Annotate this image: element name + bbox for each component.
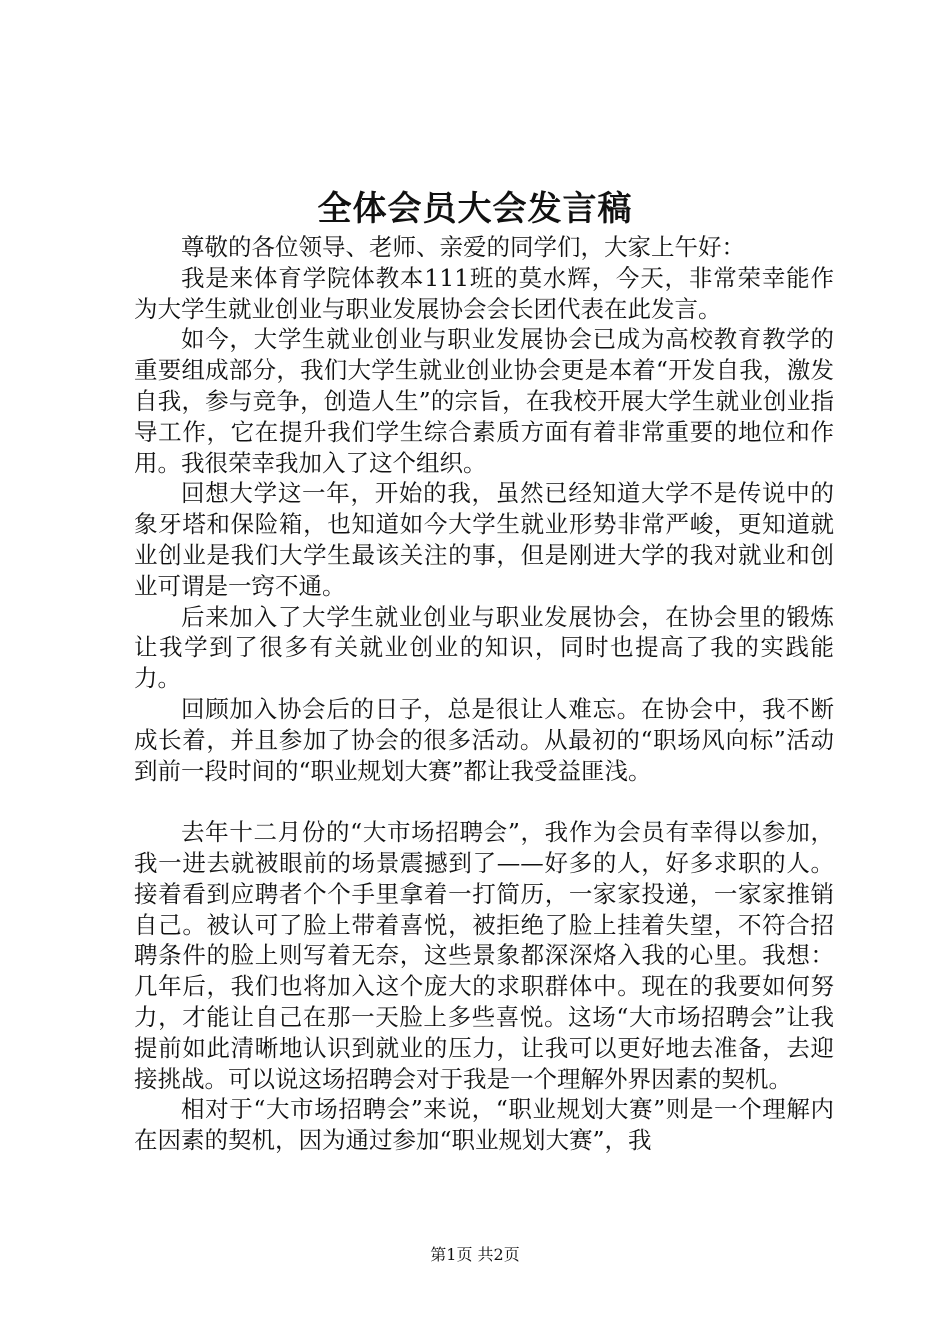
paragraph-career-contest: 相对于“大市场招聘会”来说，“职业规划大赛”则是一个理解内在因素的契机，因为通过参加“职业规划大赛”，我 bbox=[134, 1095, 834, 1155]
paragraph-job-fair: 去年十二月份的“大市场招聘会”，我作为会员有幸得以参加，我一进去就被眼前的场景震撼到了——好多的人，好多求职的人。接着看到应聘者个个手里拿着一打简历，一家家投递，一家家推销自己。被认可了脸上带着喜悦，被拒绝了脸上挂着失望，不符合招聘条件的脸上则写着无奈，这些景象都深深烙入我的心里。我想：几年后，我们也将加入这个庞大的求职群体中。现在的我要如何努力，才能让自己在那一天脸上多些喜悦。这场“大市场招聘会”让我提前如此清晰地认识到就业的压力，让我可以更好地去准备，去迎接挑战。可以说这场招聘会对于我是一个理解外界因素的契机。 bbox=[134, 818, 834, 1093]
paragraph-greeting: 尊敬的各位领导、老师、亲爱的同学们，大家上午好： bbox=[181, 233, 745, 261]
paragraph-association: 如今，大学生就业创业与职业发展协会已成为高校教育教学的重要组成部分，我们大学生就业创业协会更是本着“开发自我，激发自我，参与竞争，创造人生”的宗旨，在我校开展大学生就业创业指导工作，它在提升我们学生综合素质方面有着非常重要的地位和作用。我很荣幸我加入了这个组织。 bbox=[134, 325, 834, 477]
paragraph-recall: 回想大学这一年，开始的我，虽然已经知道大学不是传说中的象牙塔和保险箱，也知道如今大学生就业形势非常严峻，更知道就业创业是我们大学生最该关注的事，但是刚进大学的我对就业和创业可谓是一窍不通。 bbox=[134, 479, 834, 600]
document-body bbox=[134, 232, 834, 1156]
paragraph-introduction: 我是来体育学院体教本111班的莫水辉，今天，非常荣幸能作为大学生就业创业与职业发展协会会长团代表在此发言。 bbox=[134, 263, 834, 323]
paragraph-joining: 后来加入了大学生就业创业与职业发展协会，在协会里的锻炼让我学到了很多有关就业创业的知识，同时也提高了我的实践能力。 bbox=[134, 602, 834, 693]
paragraph-review: 回顾加入协会后的日子，总是很让人难忘。在协会中，我不断成长着，并且参加了协会的很多活动。从最初的“职场风向标”活动到前一段时间的“职业规划大赛”都让我受益匪浅。 bbox=[134, 694, 834, 785]
page-number-footer: 第1页 共2页 bbox=[430, 1245, 520, 1264]
document-title: 全体会员大会发言稿 bbox=[317, 189, 633, 229]
